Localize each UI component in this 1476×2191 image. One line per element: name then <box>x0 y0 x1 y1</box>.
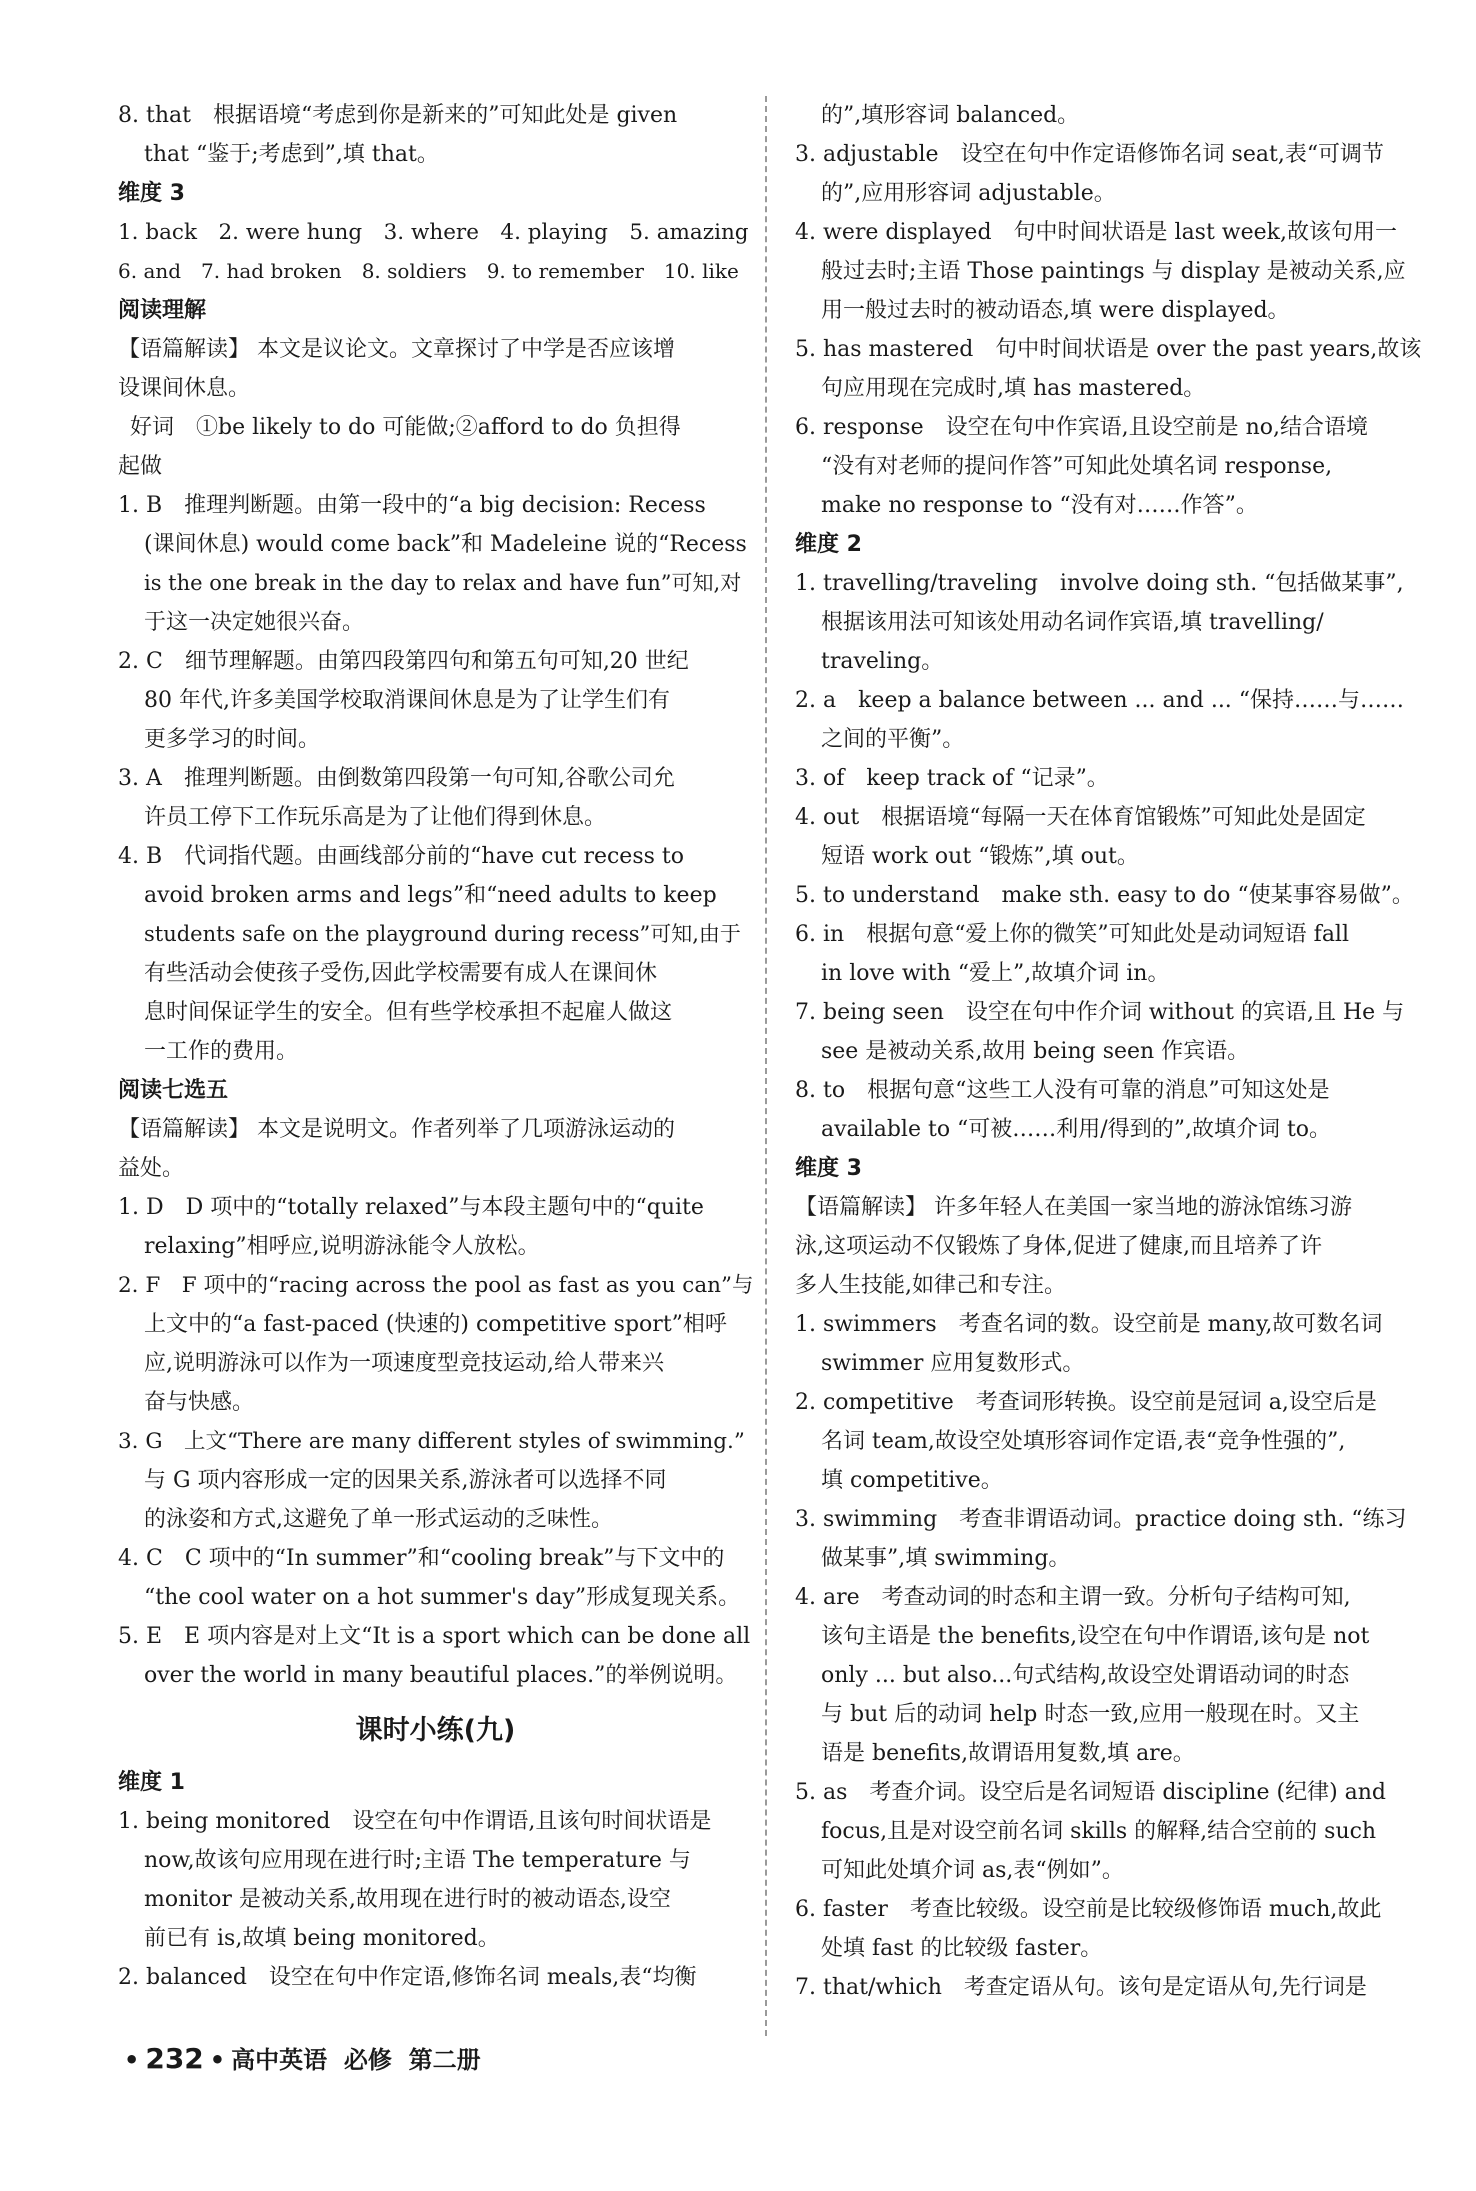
lesson-title: 课时小练(九) <box>355 1715 516 1746</box>
answer-line: available to “可被……利用/得到的”,故填介词 to。 <box>821 1117 1332 1142</box>
answer-line: that “鉴于;考虑到”,填 that。 <box>144 142 439 167</box>
answer-line: 7. that/which 考查定语从句。该句是定语从句,先行词是 <box>795 1975 1367 2000</box>
answer-line: 息时间保证学生的安全。但有些学校承担不起雇人做这 <box>144 1000 673 1025</box>
answer-line: 语是 benefits,故谓语用复数,填 are。 <box>821 1741 1195 1766</box>
answer-line: monitor 是被动关系,故用现在进行时的被动语态,设空 <box>144 1887 671 1912</box>
answer-line: students safe on the playground during recess”可知,由于 <box>144 922 741 946</box>
answer-line: make no response to “没有对……作答”。 <box>821 493 1258 518</box>
answer-line: now,故该句应用现在进行时;主语 The temperature 与 <box>144 1848 691 1873</box>
answer-line: 益处。 <box>118 1156 185 1181</box>
answer-line: 与 but 后的动词 help 时态一致,应用一般现在时。又主 <box>821 1702 1360 1727</box>
answer-line: over the world in many beautiful places.”的举例说明。 <box>144 1663 738 1688</box>
answer-line: 般过去时;主语 Those paintings 与 display 是被动关系,应 <box>821 259 1406 284</box>
answer-line: 该句主语是 the benefits,设空在句中作谓语,该句是 not <box>821 1624 1370 1649</box>
answer-line: 1. being monitored 设空在句中作谓语,且该句时间状语是 <box>118 1809 712 1834</box>
answer-line: 4. were displayed 句中时间状语是 last week,故该句用一 <box>795 220 1398 245</box>
answer-line: 3. adjustable 设空在句中作定语修饰名词 seat,表“可调节 <box>795 142 1385 167</box>
answer-line: 6. faster 考查比较级。设空前是比较级修饰语 much,故此 <box>795 1897 1382 1922</box>
answer-line: 做某事”,填 swimming。 <box>821 1546 1071 1571</box>
answer-line: 4. out 根据语境“每隔一天在体育馆锻炼”可知此处是固定 <box>795 805 1366 830</box>
answer-line: 起做 <box>118 454 163 479</box>
answer-line: 填 competitive。 <box>821 1468 1003 1493</box>
answer-line: 上文中的“a fast-paced (快速的) competitive sport”相呼 <box>144 1312 727 1337</box>
answer-line: 句应用现在完成时,填 has mastered。 <box>821 376 1206 401</box>
answer-line: focus,且是对设空前名词 skills 的解释,结合空前的 such <box>821 1819 1377 1844</box>
answer-line: 2. competitive 考查词形转换。设空前是冠词 a,设空后是 <box>795 1390 1377 1415</box>
answer-line: (课间休息) would come back”和 Madeleine 说的“Recess <box>144 532 747 557</box>
answer-line: 6. and 7. had broken 8. soldiers 9. to remember 10. like <box>118 259 739 283</box>
answer-line: 4. B 代词指代题。由画线部分前的“have cut recess to <box>118 844 684 869</box>
answer-line: 3. swimming 考查非谓语动词。practice doing sth. “练习 <box>795 1507 1407 1532</box>
answer-line: see 是被动关系,故用 being seen 作宾语。 <box>821 1039 1250 1064</box>
answer-line: 许员工停下工作玩乐高是为了让他们得到休息。 <box>144 805 607 830</box>
left-column <box>118 96 753 1997</box>
answer-line: 2. a keep a balance between ... and ... “保持……与…… <box>795 688 1405 713</box>
answer-line: 于这一决定她很兴奋。 <box>144 610 365 635</box>
answer-line: 奋与快感。 <box>144 1390 255 1415</box>
answer-line: 8. to 根据句意“这些工人没有可靠的消息”可知这处是 <box>795 1078 1330 1103</box>
answer-line: 处填 fast 的比较级 faster。 <box>821 1936 1103 1961</box>
answer-line: 一工作的费用。 <box>144 1039 299 1064</box>
answer-line: 2. F F 项中的“racing across the pool as fast as you can”与 <box>118 1273 754 1298</box>
answer-line: “没有对老师的提问作答”可知此处填名词 response, <box>821 454 1333 479</box>
volume-label: 必修 <box>343 2046 392 2074</box>
answer-line: 有些活动会使孩子受伤,因此学校需要有成人在课间休 <box>144 961 657 986</box>
answer-line: 1. B 推理判断题。由第一段中的“a big decision: Recess <box>118 493 706 518</box>
section-heading: 阅读七选五 <box>118 1078 229 1103</box>
answer-line: 4. are 考查动词的时态和主谓一致。分析句子结构可知, <box>795 1585 1351 1610</box>
answer-line: 1. back 2. were hung 3. where 4. playing 5. amazing <box>118 220 749 245</box>
section-heading: 维度 1 <box>118 1770 185 1795</box>
page-number: 232 <box>145 2042 204 2075</box>
answer-line: 的泳姿和方式,这避免了单一形式运动的乏味性。 <box>144 1507 613 1532</box>
column-divider <box>765 96 767 2036</box>
answer-line: 与 G 项内容形成一定的因果关系,游泳者可以选择不同 <box>144 1468 667 1493</box>
page-footer: • 232 • 高中英语 必修 第二册 <box>124 2042 481 2075</box>
answer-line: 2. C 细节理解题。由第四段第四句和第五句可知,20 世纪 <box>118 649 689 674</box>
answer-line: 5. has mastered 句中时间状语是 over the past years,故该 <box>795 337 1422 362</box>
answer-line: 应,说明游泳可以作为一项速度型竞技运动,给人带来兴 <box>144 1351 664 1376</box>
section-heading: 维度 2 <box>795 532 862 557</box>
answer-line: is the one break in the day to relax and have fun”可知,对 <box>144 571 742 595</box>
answer-line: 3. A 推理判断题。由倒数第四段第一句可知,谷歌公司允 <box>118 766 675 791</box>
answer-line: 5. as 考查介词。设空后是名词短语 discipline (纪律) and <box>795 1780 1387 1805</box>
answer-line: 根据该用法可知该处用动名词作宾语,填 travelling/ <box>821 610 1324 635</box>
answer-line: 7. being seen 设空在句中作介词 without 的宾语,且 He 与 <box>795 1000 1405 1025</box>
answer-line: 3. G 上文“There are many different styles of swimming.” <box>118 1429 745 1454</box>
section-heading: 阅读理解 <box>118 298 207 323</box>
answer-line: “the cool water on a hot summer's day”形成复现关系。 <box>144 1585 741 1610</box>
answer-line: 前已有 is,故填 being monitored。 <box>144 1926 500 1951</box>
answer-line: 【语篇解读】 本文是议论文。文章探讨了中学是否应该增 <box>118 337 675 362</box>
answer-line: 【语篇解读】 许多年轻人在美国一家当地的游泳馆练习游 <box>795 1195 1352 1220</box>
answer-line: 可知此处填介词 as,表“例如”。 <box>821 1858 1124 1883</box>
answer-line: 更多学习的时间。 <box>144 727 321 752</box>
section-heading: 维度 3 <box>118 181 185 206</box>
answer-line: 好词 ①be likely to do 可能做;②afford to do 负担得 <box>130 415 681 440</box>
answer-line: 名词 team,故设空处填形容词作定语,表“竞争性强的”, <box>821 1429 1346 1454</box>
answer-line: 短语 work out “锻炼”,填 out。 <box>821 844 1139 869</box>
answer-line: 8. that 根据语境“考虑到你是新来的”可知此处是 given <box>118 103 678 128</box>
answer-line: 泳,这项运动不仅锻炼了身体,促进了健康,而且培养了许 <box>795 1234 1322 1259</box>
answer-line: only ... but also...句式结构,故设空处谓语动词的时态 <box>821 1663 1350 1688</box>
answer-line: 1. D D 项中的“totally relaxed”与本段主题句中的“quite <box>118 1195 704 1220</box>
answer-line: 多人生技能,如律己和专注。 <box>795 1273 1066 1298</box>
answer-line: 3. of keep track of “记录”。 <box>795 766 1109 791</box>
answer-line: in love with “爱上”,故填介词 in。 <box>821 961 1170 986</box>
answer-line: 6. in 根据句意“爱上你的微笑”可知此处是动词短语 fall <box>795 922 1350 947</box>
answer-line: 1. travelling/traveling involve doing sth. “包括做某事”, <box>795 571 1404 596</box>
answer-line: swimmer 应用复数形式。 <box>821 1351 1085 1376</box>
answer-line: 【语篇解读】 本文是说明文。作者列举了几项游泳运动的 <box>118 1117 675 1142</box>
answer-line: 5. to understand make sth. easy to do “使某事容易做”。 <box>795 883 1414 908</box>
answer-line: 的”,填形容词 balanced。 <box>821 103 1080 128</box>
answer-line: 设课间休息。 <box>118 376 251 401</box>
answer-line: 之间的平衡”。 <box>821 727 965 752</box>
answer-line: 5. E E 项内容是对上文“It is a sport which can be done all <box>118 1624 751 1649</box>
answer-line: 6. response 设空在句中作宾语,且设空前是 no,结合语境 <box>795 415 1369 440</box>
answer-line: 4. C C 项中的“In summer”和“cooling break”与下文中的 <box>118 1546 725 1571</box>
answer-line: 用一般过去时的被动语态,填 were displayed。 <box>821 298 1290 323</box>
answer-line: 的”,应用形容词 adjustable。 <box>821 181 1116 206</box>
section-heading: 维度 3 <box>795 1156 862 1181</box>
book-title: 高中英语 <box>231 2046 328 2074</box>
answer-line: traveling。 <box>821 649 944 674</box>
answer-line: 2. balanced 设空在句中作定语,修饰名词 meals,表“均衡 <box>118 1965 697 1990</box>
answer-line: relaxing”相呼应,说明游泳能令人放松。 <box>144 1234 540 1259</box>
right-column <box>795 96 1430 2007</box>
answer-line: avoid broken arms and legs”和“need adults to keep <box>144 883 717 908</box>
part-label: 第二册 <box>408 2046 481 2074</box>
answer-line: 1. swimmers 考查名词的数。设空前是 many,故可数名词 <box>795 1312 1383 1337</box>
answer-line: 80 年代,许多美国学校取消课间休息是为了让学生们有 <box>144 688 670 713</box>
